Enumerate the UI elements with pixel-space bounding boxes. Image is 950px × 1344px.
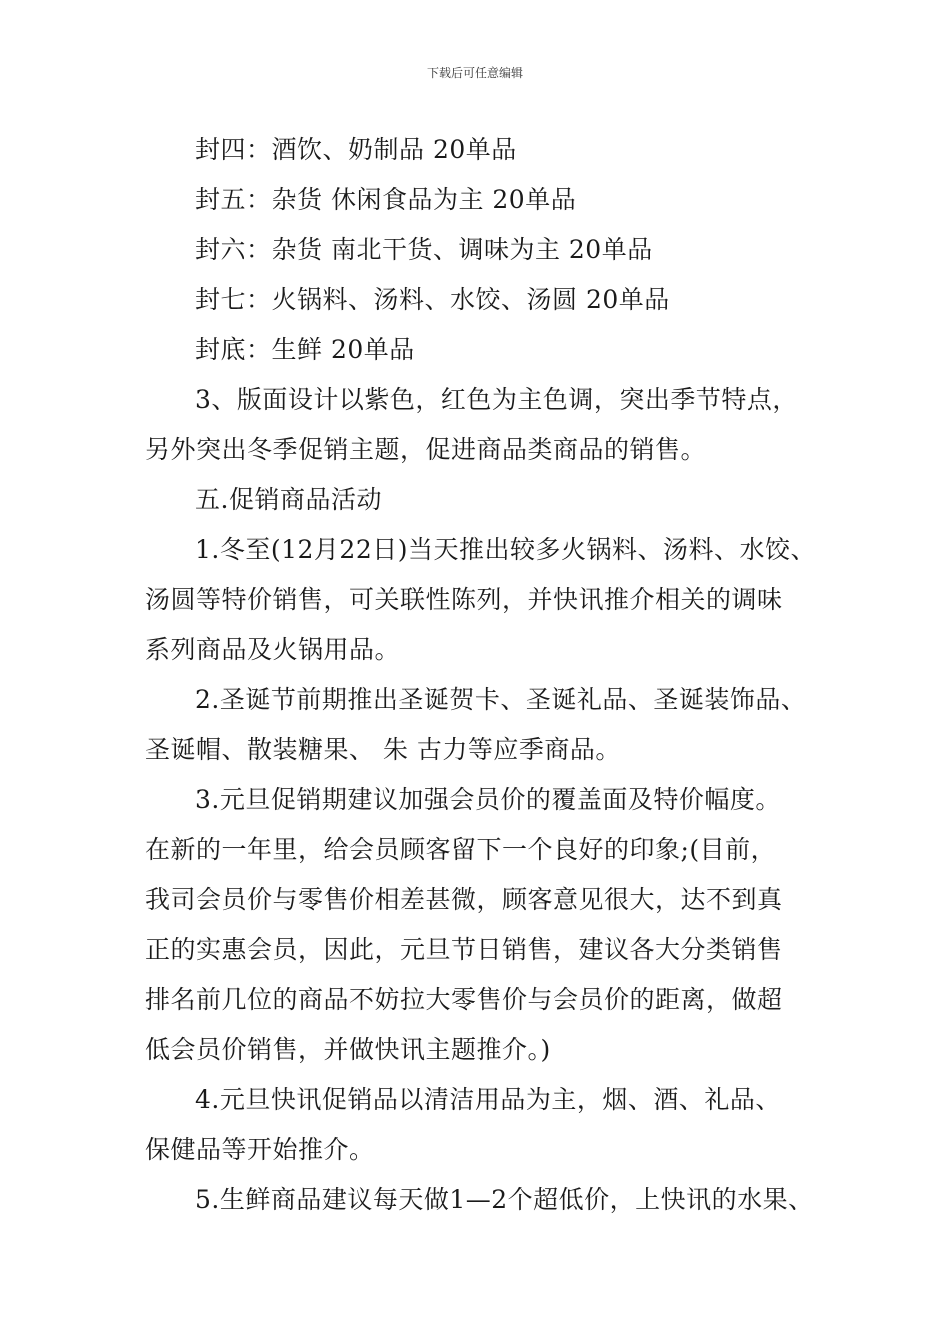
text-line: 低会员价销售，并做快讯主题推介。): [145, 1035, 551, 1064]
text-line: 封五：杂货 休闲食品为主 20单品: [195, 185, 577, 214]
text-line: 4.元旦快讯促销品以清洁用品为主，烟、酒、礼品、: [195, 1085, 781, 1114]
section-heading: 五.促销商品活动: [195, 485, 382, 514]
text-line: 保健品等开始推介。: [145, 1135, 375, 1164]
text-line: 1.冬至(12月22日)当天推出较多火锅料、汤料、水饺、: [195, 535, 816, 564]
text-line: 系列商品及火锅用品。: [145, 635, 401, 664]
text-line: 另外突出冬季促销主题，促进商品类商品的销售。: [145, 435, 707, 464]
text-line: 3.元旦促销期建议加强会员价的覆盖面及特价幅度。: [195, 785, 781, 814]
text-line: 正的实惠会员，因此，元旦节日销售，建议各大分类销售: [145, 935, 783, 964]
text-line: 汤圆等特价销售，可关联性陈列，并快讯推介相关的调味: [145, 585, 783, 614]
text-line: 圣诞帽、散装糖果、 朱 古力等应季商品。: [145, 735, 621, 764]
page-header: 下载后可任意编辑: [426, 66, 523, 80]
text-line: 封六：杂货 南北干货、调味为主 20单品: [195, 235, 653, 264]
text-line: 排名前几位的商品不妨拉大零售价与会员价的距离，做超: [145, 985, 783, 1014]
text-line: 3、版面设计以紫色，红色为主色调，突出季节特点，: [195, 385, 798, 414]
text-line: 5.生鲜商品建议每天做1—2个超低价，上快讯的水果、: [195, 1185, 814, 1214]
text-line: 在新的一年里，给会员顾客留下一个良好的印象;(目前，: [145, 835, 777, 864]
text-line: 我司会员价与零售价相差甚微，顾客意见很大，达不到真: [145, 885, 783, 914]
text-line: 封四：酒饮、奶制品 20单品: [195, 135, 517, 164]
text-line: 封底：生鲜 20单品: [195, 335, 415, 364]
text-line: 2.圣诞节前期推出圣诞贺卡、圣诞礼品、圣诞装饰品、: [195, 685, 807, 714]
text-line: 封七：火锅料、汤料、水饺、汤圆 20单品: [195, 285, 670, 314]
